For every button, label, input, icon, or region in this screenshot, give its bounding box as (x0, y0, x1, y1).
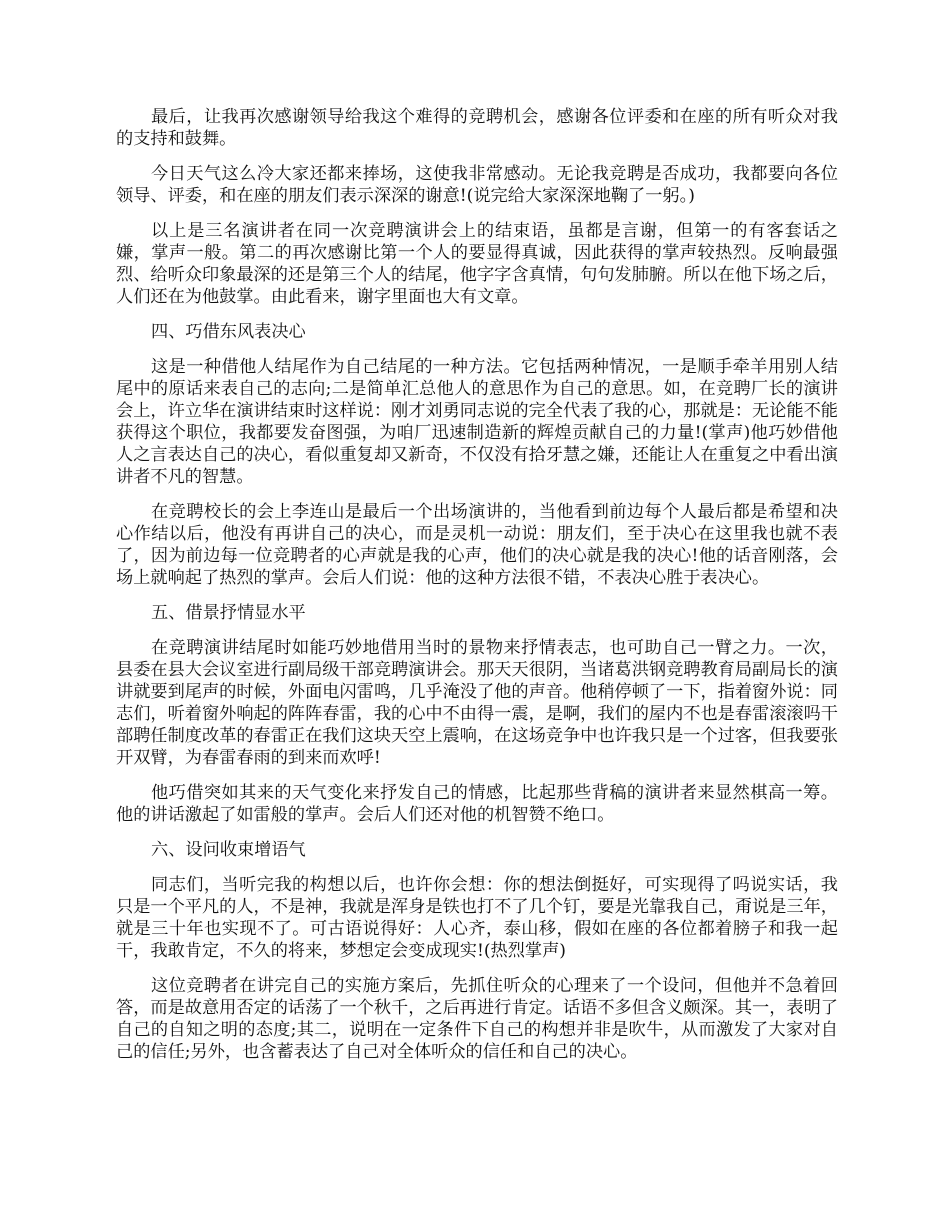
paragraph-li-lianshan-example: 在竞聘校长的会上李连山是最后一个出场演讲的，当他看到前边每个人最后都是希望和决心作结以后，他没有再讲自己的决心，而是灵机一动说：朋友们，至于决心在这里我也就不表了，因为前边每一位竞聘者的心声就是我的心声，他们的决心就是我的决心!他的话音刚落，会场上就响起了热烈的掌声。会后人们说：他的这种方法很不错，不表决心胜于表决心。 (116, 502, 838, 588)
section-heading-5: 五、借景抒情显水平 (151, 603, 306, 623)
paragraph-closing-thanks: 最后，让我再次感谢领导给我这个难得的竞聘机会，感谢各位评委和在座的所有听众对我的支持和鼓舞。 (116, 107, 838, 149)
paragraph-borrow-ending-method: 这是一种借他人结尾作为自己结尾的一种方法。它包括两种情况，一是顺手牵羊用别人结尾中的原话来表自己的志向;二是简单汇总他人的意思作为自己的意思。如，在竞聘厂长的演讲会上，许立华在演讲结束时这样说：刚才刘勇同志说的完全代表了我的心，那就是：无论能不能获得这个职位，我都要发奋图强，为咱厂迅速制造新的辉煌贡献自己的力量!(掌声)他巧妙借他人之言表达自己的决心，看似重复却又新奇，不仅没有拾牙慧之嫌，还能让人在重复之中看出演讲者不凡的智慧。 (116, 357, 838, 487)
paragraph-rhetorical-example: 同志们，当听完我的构想以后，也许你会想：你的想法倒挺好，可实现得了吗说实话，我只是一个平凡的人，不是神，我就是浑身是铁也打不了几个钉，要是光靠我自己，甭说是三年，就是三十年也实现不了。可古语说得好：人心齐，泰山移，假如在座的各位都着膀子和我一起干，我敢肯定，不久的将来，梦想定会变成现实!(热烈掌声) (116, 875, 838, 961)
paragraph-scenery-analysis: 他巧借突如其来的天气变化来抒发自己的情感，比起那些背稿的演讲者来显然棋高一筹。他的讲话激起了如雷般的掌声。会后人们还对他的机智赞不绝口。 (116, 783, 838, 825)
section-heading-6: 六、设问收束增语气 (151, 840, 306, 860)
paragraph-weather-thanks: 今日天气这么冷大家还都来捧场，这使我非常感动。无论我竞聘是否成功，我都要向各位领导、评委，和在座的朋友们表示深深的谢意!(说完给大家深深地鞠了一躬。) (116, 164, 838, 206)
document-page (116, 106, 838, 1076)
paragraph-scenery-example: 在竞聘演讲结尾时如能巧妙地借用当时的景物来抒情表志，也可助自己一臂之力。一次，县委在县大会议室进行副局级干部竞聘演讲会。那天天很阴，当诸葛洪钢竞聘教育局副局长的演讲就要到尾声的时候，外面电闪雷鸣，几乎淹没了他的声音。他稍停顿了一下，指着窗外说：同志们，听着窗外响起的阵阵春雷，我的心中不由得一震，是啊，我们的屋内不也是春雷滚滚吗干部聘任制度改革的春雷正在我们这块天空上震响，在这场竞争中也许我只是一个过客，但我要张开双臂，为春雷春雨的到来而欢呼! (116, 638, 838, 768)
paragraph-rhetorical-analysis: 这位竞聘者在讲完自己的实施方案后，先抓住听众的心理来了一个设问，但他并不急着回答，而是故意用否定的话荡了一个秋千，之后再进行肯定。话语不多但含义颇深。其一，表明了自己的自知之明的态度;其二，说明在一定条件下自己的构想并非是吹牛，从而激发了大家对自己的信任;另外，也含蓄表达了自己对全体听众的信任和自己的决心。 (116, 976, 838, 1062)
paragraph-three-speakers-analysis: 以上是三名演讲者在同一次竞聘演讲会上的结束语，虽都是言谢，但第一的有客套话之嫌，掌声一般。第二的再次感谢比第一个人的要显得真诚，因此获得的掌声较热烈。反响最强烈、给听众印象最深的还是第三个人的结尾，他字字含真情，句句发肺腑。所以在他下场之后，人们还在为他鼓掌。由此看来，谢字里面也大有文章。 (116, 221, 838, 307)
section-heading-4: 四、巧借东风表决心 (151, 322, 306, 342)
